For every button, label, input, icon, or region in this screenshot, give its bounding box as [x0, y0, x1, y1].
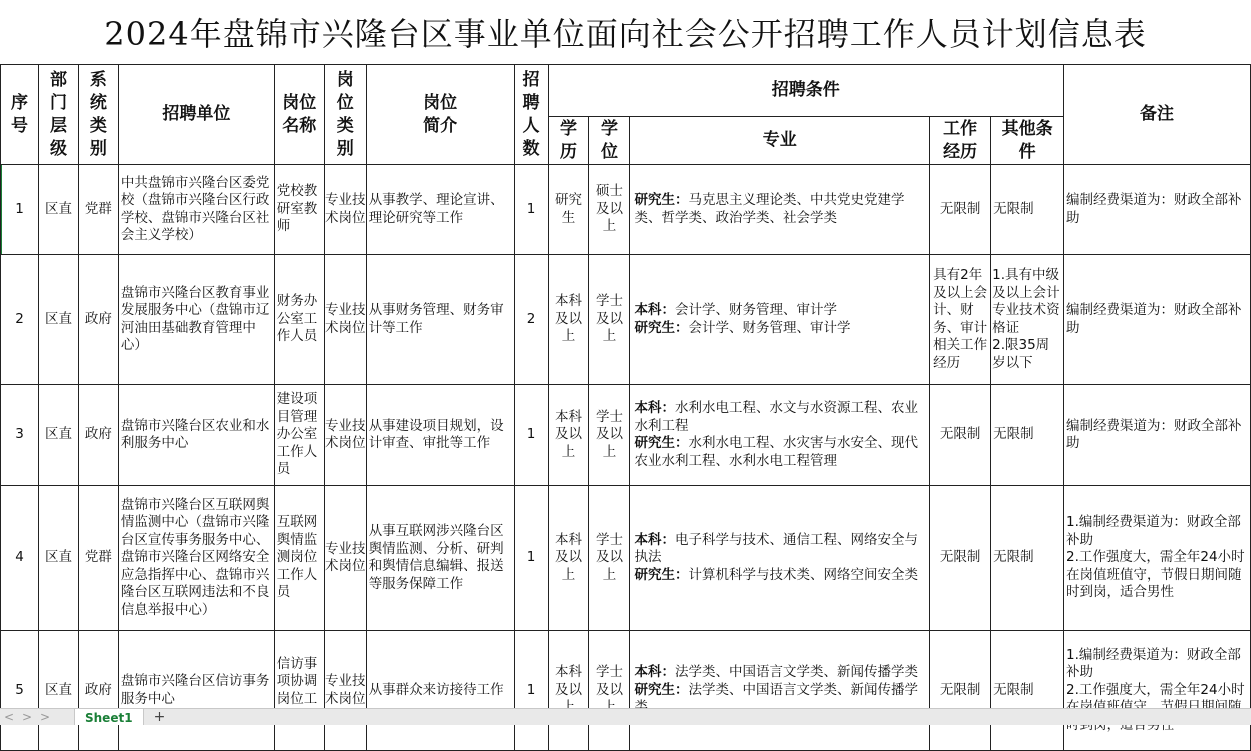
- cell-seq[interactable]: 2: [1, 255, 39, 385]
- cell-system-type[interactable]: 党群: [78, 486, 118, 631]
- cell-degree[interactable]: 学士及以上: [589, 486, 630, 631]
- header-post-name[interactable]: 岗位 名称: [274, 65, 324, 165]
- major-label: 本科：: [634, 302, 675, 318]
- next-sheet-icon[interactable]: >: [21, 710, 33, 724]
- cell-post-desc[interactable]: 从事财务管理、财务审计等工作: [366, 255, 514, 385]
- cell-experience[interactable]: 无限制: [930, 486, 991, 631]
- header-system-type[interactable]: 系 统 类 别: [78, 65, 118, 165]
- major-text: 会计学、财务管理、审计学: [674, 302, 837, 318]
- cell-system-type[interactable]: 政府: [78, 385, 118, 486]
- cell-experience[interactable]: 无限制: [930, 165, 991, 255]
- major-label: 研究生：: [634, 192, 689, 208]
- cell-major[interactable]: [630, 631, 930, 751]
- cell-post-type[interactable]: 专业技术岗位: [324, 631, 366, 751]
- cell-dept-level[interactable]: 区直: [38, 631, 78, 751]
- cell-major[interactable]: [630, 486, 930, 631]
- cell-degree[interactable]: 学士及以上: [589, 255, 630, 385]
- major-label: 研究生：: [634, 435, 689, 451]
- cell-count[interactable]: 1: [514, 486, 548, 631]
- cell-post-desc[interactable]: 从事建设项目规划，设计审查、审批等工作: [366, 385, 514, 486]
- cell-system-type[interactable]: 政府: [78, 631, 118, 751]
- header-seq[interactable]: 序 号: [1, 65, 39, 165]
- cell-education[interactable]: 本科及以上: [548, 385, 589, 486]
- cell-post-name[interactable]: 信访事项协调岗位工: [274, 631, 324, 751]
- cell-degree[interactable]: 硕士及以上: [589, 165, 630, 255]
- major-line: [634, 302, 925, 320]
- header-unit[interactable]: 招聘单位: [118, 65, 274, 165]
- cell-post-desc[interactable]: 从事互联网涉兴隆台区舆情监测、分析、研判和舆情信息编辑、报送等服务保障工作: [366, 486, 514, 631]
- header-conditions[interactable]: 招聘条件: [548, 65, 1064, 117]
- page-title: 2024年盘锦市兴隆台区事业单位面向社会公开招聘工作人员计划信息表: [104, 15, 1147, 53]
- cell-post-type[interactable]: 专业技术岗位: [324, 486, 366, 631]
- header-degree[interactable]: 学 位: [589, 117, 630, 165]
- cell-count[interactable]: 1: [514, 165, 548, 255]
- major-label: 本科：: [634, 531, 675, 548]
- cell-unit[interactable]: 中共盘锦市兴隆台区委党校（盘锦市兴隆台区行政学校、盘锦市兴隆台区社会主义学校）: [118, 165, 274, 255]
- cell-major[interactable]: [630, 385, 930, 486]
- table-row: [1, 255, 1251, 385]
- major-label: 研究生：: [634, 566, 689, 583]
- major-text: 计算机科学与技术类、网络空间安全类: [688, 566, 918, 583]
- cell-major[interactable]: [630, 255, 930, 385]
- cell-unit[interactable]: 盘锦市兴隆台区教育事业发展服务中心（盘锦市辽河油田基础教育管理中心）: [118, 255, 274, 385]
- cell-post-desc[interactable]: 从事群众来访接待工作: [366, 631, 514, 751]
- table-row: [1, 165, 1251, 255]
- last-sheet-icon[interactable]: >: [39, 710, 51, 724]
- header-post-desc[interactable]: 岗位 简介: [366, 65, 514, 165]
- cell-major[interactable]: [630, 165, 930, 255]
- sheet-tab-bar: [0, 708, 1251, 725]
- major-text: 法学类、中国语言文学类、新闻传播学: [688, 681, 918, 698]
- cell-post-type[interactable]: 专业技术岗位: [324, 385, 366, 486]
- cell-education[interactable]: 本科及以上: [548, 255, 589, 385]
- cell-count[interactable]: 2: [514, 255, 548, 385]
- table-row: [1, 486, 1251, 631]
- sheet-tab-sheet1[interactable]: Sheet1: [74, 709, 144, 725]
- header-other[interactable]: 其他条 件: [991, 117, 1064, 165]
- cell-seq[interactable]: 3: [1, 385, 39, 486]
- major-text: 会计学、财务管理、审计学: [688, 319, 851, 336]
- add-sheet-icon[interactable]: +: [153, 709, 166, 725]
- recruitment-table: [0, 64, 1251, 751]
- cell-experience[interactable]: 无限制: [930, 385, 991, 486]
- cell-education[interactable]: 本科及以上: [548, 486, 589, 631]
- cell-degree[interactable]: 学士及以上: [589, 385, 630, 486]
- major-text: 水利水电工程、水灾害与水安全、现代农业水利工程、水利水电工程管理: [634, 435, 918, 469]
- table-row: [1, 631, 1251, 751]
- table-row: [1, 385, 1251, 486]
- cell-other[interactable]: 无限制: [991, 385, 1064, 486]
- major-line: [634, 320, 925, 338]
- cell-dept-level[interactable]: 区直: [38, 486, 78, 631]
- cell-post-name[interactable]: 建设项目管理办公室工作人员: [274, 385, 324, 486]
- cell-remarks[interactable]: 1.编制经费渠道为：财政全部补助 2.工作强度大，需全年24小时: [1064, 631, 1251, 751]
- header-education[interactable]: 学 历: [548, 117, 589, 165]
- cell-post-name[interactable]: 党校教研室教师: [274, 165, 324, 255]
- cell-other[interactable]: 无限制: [991, 486, 1064, 631]
- cell-count[interactable]: 1: [514, 631, 548, 751]
- cell-remarks[interactable]: 1.编制经费渠道为：财政全部补助 2.工作强度大，需全年24小时在岗值班值守，节假日期间随时到岗，适合男性: [1064, 486, 1251, 631]
- cell-seq[interactable]: 5: [1, 631, 39, 751]
- cell-system-type[interactable]: 政府: [78, 255, 118, 385]
- cell-unit[interactable]: 盘锦市兴隆台区农业和水利服务中心: [118, 385, 274, 486]
- major-label: 本科：: [634, 664, 675, 681]
- header-remarks[interactable]: 备注: [1064, 65, 1251, 165]
- cell-post-desc[interactable]: 从事教学、理论宣讲、理论研究等工作: [366, 165, 514, 255]
- cell-other[interactable]: 1.具有中级及以上会计专业技术资格证 2.限35周岁以下: [991, 255, 1064, 385]
- cell-education[interactable]: 本科及以: [548, 631, 589, 751]
- major-line: [634, 435, 925, 470]
- header-dept-level[interactable]: 部 门 层 级: [38, 65, 78, 165]
- spreadsheet-grid[interactable]: [0, 64, 1251, 708]
- cell-remarks[interactable]: 编制经费渠道为：财政全部补助: [1064, 385, 1251, 486]
- cell-education[interactable]: 研究生: [548, 165, 589, 255]
- cell-dept-level[interactable]: 区直: [38, 165, 78, 255]
- cell-experience[interactable]: 具有2年及以上会计、财务、审计相关工作经历: [930, 255, 991, 385]
- major-line: [634, 532, 925, 567]
- cell-dept-level[interactable]: 区直: [38, 255, 78, 385]
- major-text: 马克思主义理论类、中共党史党建学类、哲学类、政治学类、社会学类: [634, 192, 905, 226]
- cell-post-type[interactable]: 专业技术岗位: [324, 255, 366, 385]
- cell-post-name[interactable]: 财务办公室工作人员: [274, 255, 324, 385]
- header-count[interactable]: 招 聘 人 数: [514, 65, 548, 165]
- cell-remarks[interactable]: 编制经费渠道为：财政全部补助: [1064, 255, 1251, 385]
- major-line: [634, 400, 925, 435]
- cell-unit[interactable]: 盘锦市兴隆台区信访事务服务中心: [118, 631, 274, 751]
- cell-remarks[interactable]: 编制经费渠道为：财政全部补助: [1064, 165, 1251, 255]
- cell-post-name[interactable]: 互联网舆情监测岗位工作人员: [274, 486, 324, 631]
- cell-seq[interactable]: 1: [1, 165, 39, 255]
- cell-count[interactable]: 1: [514, 385, 548, 486]
- header-major[interactable]: 专业: [630, 117, 930, 165]
- cell-unit[interactable]: 盘锦市兴隆台区互联网舆情监测中心（盘锦市兴隆台区宣传事务服务中心、盘锦市兴隆台区网络安全应急指挥中心、盘锦市兴隆台区互联网违法和不良信息举报中心）: [118, 486, 274, 631]
- cell-dept-level[interactable]: 区直: [38, 385, 78, 486]
- major-text: 法学类、中国语言文学类、新闻传播学类: [674, 664, 918, 681]
- cell-experience[interactable]: 无限制: [930, 631, 991, 751]
- cell-degree[interactable]: 学士及以: [589, 631, 630, 751]
- major-label: 研究生：: [634, 681, 689, 698]
- cell-other[interactable]: 无限制: [991, 631, 1064, 751]
- major-line: [634, 664, 925, 682]
- header-experience[interactable]: 工作 经历: [930, 117, 991, 165]
- major-label: 研究生：: [634, 319, 689, 336]
- cell-post-type[interactable]: 专业技术岗位: [324, 165, 366, 255]
- header-post-type[interactable]: 岗 位 类 别: [324, 65, 366, 165]
- cell-system-type[interactable]: 党群: [78, 165, 118, 255]
- major-text: 电子科学与技术、通信工程、网络安全与执法: [634, 531, 918, 566]
- cell-other[interactable]: 无限制: [991, 165, 1064, 255]
- major-label: 本科：: [634, 400, 675, 416]
- major-line: [634, 192, 925, 227]
- major-text: 水利水电工程、水文与水资源工程、农业水利工程: [634, 400, 918, 434]
- major-line: [634, 567, 925, 585]
- cell-seq[interactable]: 4: [1, 486, 39, 631]
- first-sheet-icon[interactable]: <: [3, 710, 15, 724]
